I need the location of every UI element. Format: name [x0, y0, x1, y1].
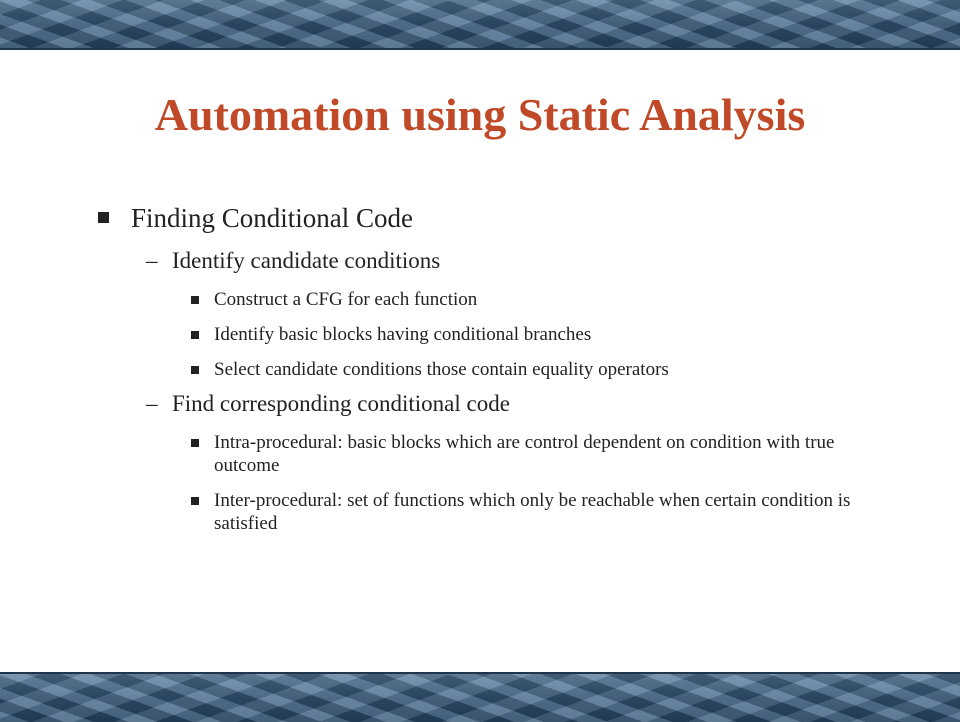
bottom-decorative-band — [0, 672, 960, 722]
square-bullet-icon — [191, 439, 199, 447]
square-bullet-icon — [191, 497, 199, 505]
list-item-inter-procedural — [96, 489, 896, 535]
square-bullet-icon — [191, 331, 199, 339]
list-item-identify-basic-blocks — [96, 323, 896, 346]
list-item-text: Select candidate conditions those contain equality operators — [214, 359, 669, 380]
list-item-select-candidate-conditions — [96, 358, 896, 381]
slide-title: Automation using Static Analysis — [154, 89, 806, 140]
top-decorative-band — [0, 0, 960, 50]
slide-content — [96, 198, 896, 535]
sub-bullet-text: Find corresponding conditional code — [172, 391, 510, 416]
list-item-text: Inter-procedural: set of functions which only be reachable when certain condition is satisfied — [214, 490, 851, 534]
square-bullet-icon — [191, 296, 199, 304]
dash-marker: – — [146, 391, 158, 416]
dash-marker: – — [146, 248, 158, 273]
list-item-text: Identify basic blocks having conditional branches — [214, 324, 592, 345]
square-bullet-icon — [191, 366, 199, 374]
square-bullet-icon — [98, 212, 109, 223]
list-item-text: Intra-procedural: basic blocks which are control dependent on condition with true outcome — [214, 432, 835, 476]
sub-bullet-identify-candidate-conditions — [96, 244, 896, 278]
sub-bullet-find-conditional-code — [96, 387, 896, 421]
bullet-finding-conditional-code — [96, 198, 896, 238]
list-item-text: Construct a CFG for each function — [214, 289, 478, 310]
list-item-intra-procedural — [96, 431, 896, 477]
sub-bullet-text: Identify candidate conditions — [172, 248, 441, 273]
bullet-text: Finding Conditional Code — [131, 203, 414, 233]
list-item-construct-cfg — [96, 288, 896, 311]
